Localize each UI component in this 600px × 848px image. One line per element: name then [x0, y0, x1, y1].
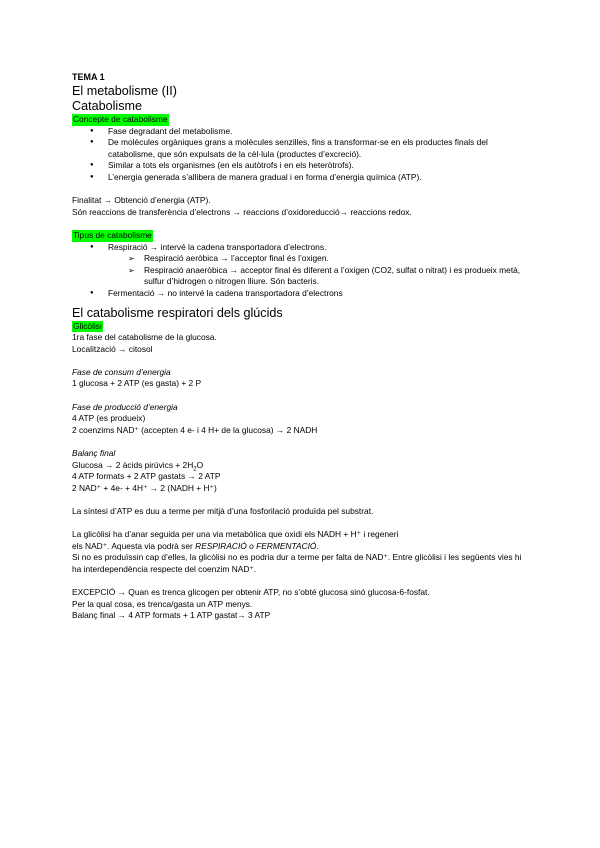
tipus-list	[72, 242, 532, 300]
produccio-title: Fase de producció d’energia	[72, 401, 178, 412]
section-heading-tipus: Tipus de catabolisme	[73, 229, 152, 240]
text-line: 1ra fase del catabolisme de la glucosa.	[72, 332, 217, 343]
text-line: 4 ATP (es produeix)	[72, 413, 146, 424]
list-item: ● Fermentació → no intervé la cadena transportadora d’electrons	[72, 288, 532, 300]
text-line: Per la qual cosa, es trenca/gasta un ATP menys.	[72, 598, 253, 609]
balanc-title: Balanç final	[72, 448, 116, 459]
paragraph-line: La glicòlisi ha d’anar seguida per una via metabòlica que oxidi els NADH + H⁺ i regeneri	[72, 529, 399, 540]
list-item: ● Respiració → intervé la cadena transportadora d’electrons.	[72, 242, 532, 254]
section-heading-concepte: Concepte de catabolisme	[73, 114, 168, 124]
text-line: 1 glucosa + 2 ATP (es gasta) + 2 P	[72, 378, 202, 389]
text-line: 2 NAD⁺ + 4e- + 4H⁺ → 2 (NADH + H⁺)	[72, 482, 217, 493]
finalitat-line: Finalitat → Obtenció d’energia (ATP).	[72, 195, 211, 206]
section-heading-catabolisme-respiratori: El catabolisme respiratori dels glúcids	[72, 305, 283, 320]
list-item: ● De molècules orgàniques grans a molècules senzilles, fins a transformar-se en els productes finals del catabolisme, que són expulsats de la cèl·lula (productes d’excreció).	[72, 137, 532, 160]
respiracio-fermentacio-emphasis: RESPIRACIÓ o FERMENTACIÓ.	[195, 540, 319, 551]
excepcio-line: EXCEPCIÓ → Quan es trenca glicogen per obtenir ATP, no s’obté glucosa sinó glucosa-6-fosfat.	[72, 587, 430, 598]
text-line: Glucosa → 2 àcids pirúvics + $2H_2O$	[72, 459, 204, 473]
sintesi-line: La síntesi d’ATP es duu a terme per mitjà d’una fosforilació produïda pel substrat.	[72, 506, 374, 516]
arrow-bullet-icon: ➢	[128, 265, 135, 275]
paragraph-line: els NAD⁺. Aquesta via podrà ser RESPIRACIÓ o FERMENTACIÓ.	[72, 540, 319, 551]
paragraph-line: Si no es produïssin cap d’elles, la glicòlisi no es podria dur a terme per falta de NAD⁺. Entre glicòlisi i les següents vies hi ha interdependència respecte del coenzim NAD⁺.	[72, 552, 522, 574]
text-line: Balanç final → 4 ATP formats + 1 ATP gastat→ 3 ATP	[72, 610, 271, 621]
sub-list-item	[72, 265, 532, 288]
text-line: Localització → citosol	[72, 343, 153, 354]
sub-list-text: Respiració anaeròbica → acceptor final és diferent a l’oxigen (CO2, sulfat o nitrat) i es produeix metà, sulfur d’hidrogen o nitrogen lliure. Són bacteris.	[144, 264, 521, 287]
sub-list-text: Respiració aeròbica → l’acceptor final és l’oxigen.	[144, 253, 329, 264]
arrow-bullet-icon: ➢	[128, 254, 135, 264]
list-item: ● Fase degradant del metabolisme.	[72, 126, 532, 138]
text-line: 4 ATP formats + 2 ATP gastats → 2 ATP	[72, 471, 221, 482]
list-item: ● Similar a tots els organismes (en els autòtrofs i en els heteròtrofs).	[72, 160, 532, 172]
tema-label: TEMA 1	[72, 72, 105, 82]
page-subtitle: Catabolisme	[72, 99, 142, 113]
consum-title: Fase de consum d’energia	[72, 366, 171, 377]
sub-list-item	[72, 253, 532, 265]
text-line: 2 coenzims NAD⁺ (accepten 4 e- i 4 H+ de la glucosa) → 2 NADH	[72, 424, 318, 435]
reaccions-line: Són reaccions de transferència d’electrons → reaccions d’oxidoreducció→ reaccions redox.	[72, 206, 412, 217]
sub-heading-glicolisi: Glicòlisi	[73, 320, 102, 331]
page-title: El metabolisme (II)	[72, 84, 177, 98]
document-page	[72, 72, 532, 622]
list-item: ● L’energia generada s’allibera de manera gradual i en forma d’energia química (ATP).	[72, 172, 532, 184]
concepte-list	[72, 126, 532, 184]
